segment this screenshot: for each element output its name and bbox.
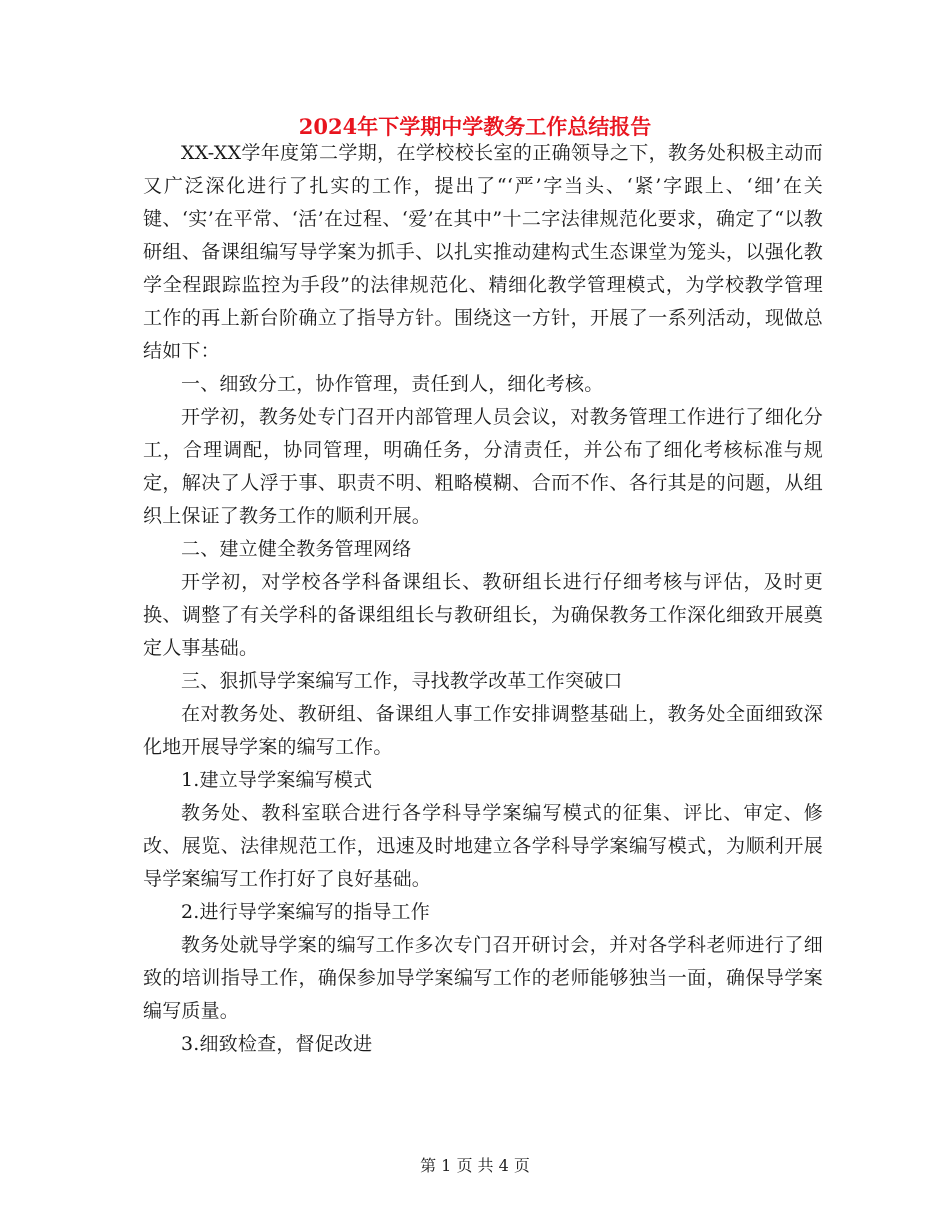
paragraph-3-2: 教务处就导学案的编写工作多次专门召开研讨会，并对各学科老师进行了细致的培训指导工作，确保参加导学案编写工作的老师能够独当一面，确保导学案编写质量。 — [143, 934, 823, 1022]
paragraph-section-2: 开学初，对学校各学科备课组长、教研组长进行仔细考核与评估，及时更换、调整了有关学科的备课组组长与教研组长，为确保教务工作深化细致开展奠定人事基础。 — [143, 571, 823, 659]
paragraph-3-1: 教务处、教科室联合进行各学科导学案编写模式的征集、评比、审定、修改、展览、法律规范工作，迅速及时地建立各学科导学案编写模式，为顺利开展导学案编写工作打好了良好基础。 — [143, 802, 823, 890]
document-body — [143, 137, 823, 1061]
paragraph-section-3: 在对教务处、教研组、备课组人事工作安排调整基础上，教务处全面细致深化地开展导学案的编写工作。 — [143, 703, 823, 758]
section-heading-2: 二、建立健全教务管理网络 — [181, 538, 412, 560]
paragraph-section-1: 开学初，教务处专门召开内部管理人员会议，对教务管理工作进行了细化分工，合理调配，协同管理，明确任务，分清责任，并公布了细化考核标准与规定，解决了人浮于事、职责不明、粗略模糊、合而不作、各行其是的问题，从组织上保证了教务工作的顺利开展。 — [143, 406, 823, 527]
paragraph-intro: XX-XX学年度第二学期，在学校校长室的正确领导之下，教务处积极主动而又广泛深化进行了扎实的工作，提出了“‘严’字当头、‘紧’字跟上、‘细’在关键、‘实’在平常、‘活’在过程、‘爱’在其中”十二字法律规范化要求，确定了“以教研组、备课组编写导学案为抓手、以扎实推动建构式生态课堂为笼头，以强化教学全程跟踪监控为手段”的法律规范化、精细化教学管理模式，为学校教学管理工作的再上新台阶确立了指导方针。围绕这一方针，开展了一系列活动，现做总结如下： — [143, 142, 823, 362]
section-heading-3: 三、狠抓导学案编写工作，寻找教学改革工作突破口 — [181, 670, 623, 692]
document-title: 2024年下学期中学教务工作总结报告 — [298, 114, 652, 139]
page-footer: 第 1 页 共 4 页 — [420, 1156, 530, 1175]
subheading-3-2: 2.进行导学案编写的指导工作 — [181, 901, 430, 923]
section-heading-1: 一、细致分工，协作管理，责任到人，细化考核。 — [181, 373, 604, 395]
subheading-3-1: 1.建立导学案编写模式 — [181, 769, 373, 791]
subheading-3-3: 3.细致检查，督促改进 — [181, 1033, 373, 1055]
